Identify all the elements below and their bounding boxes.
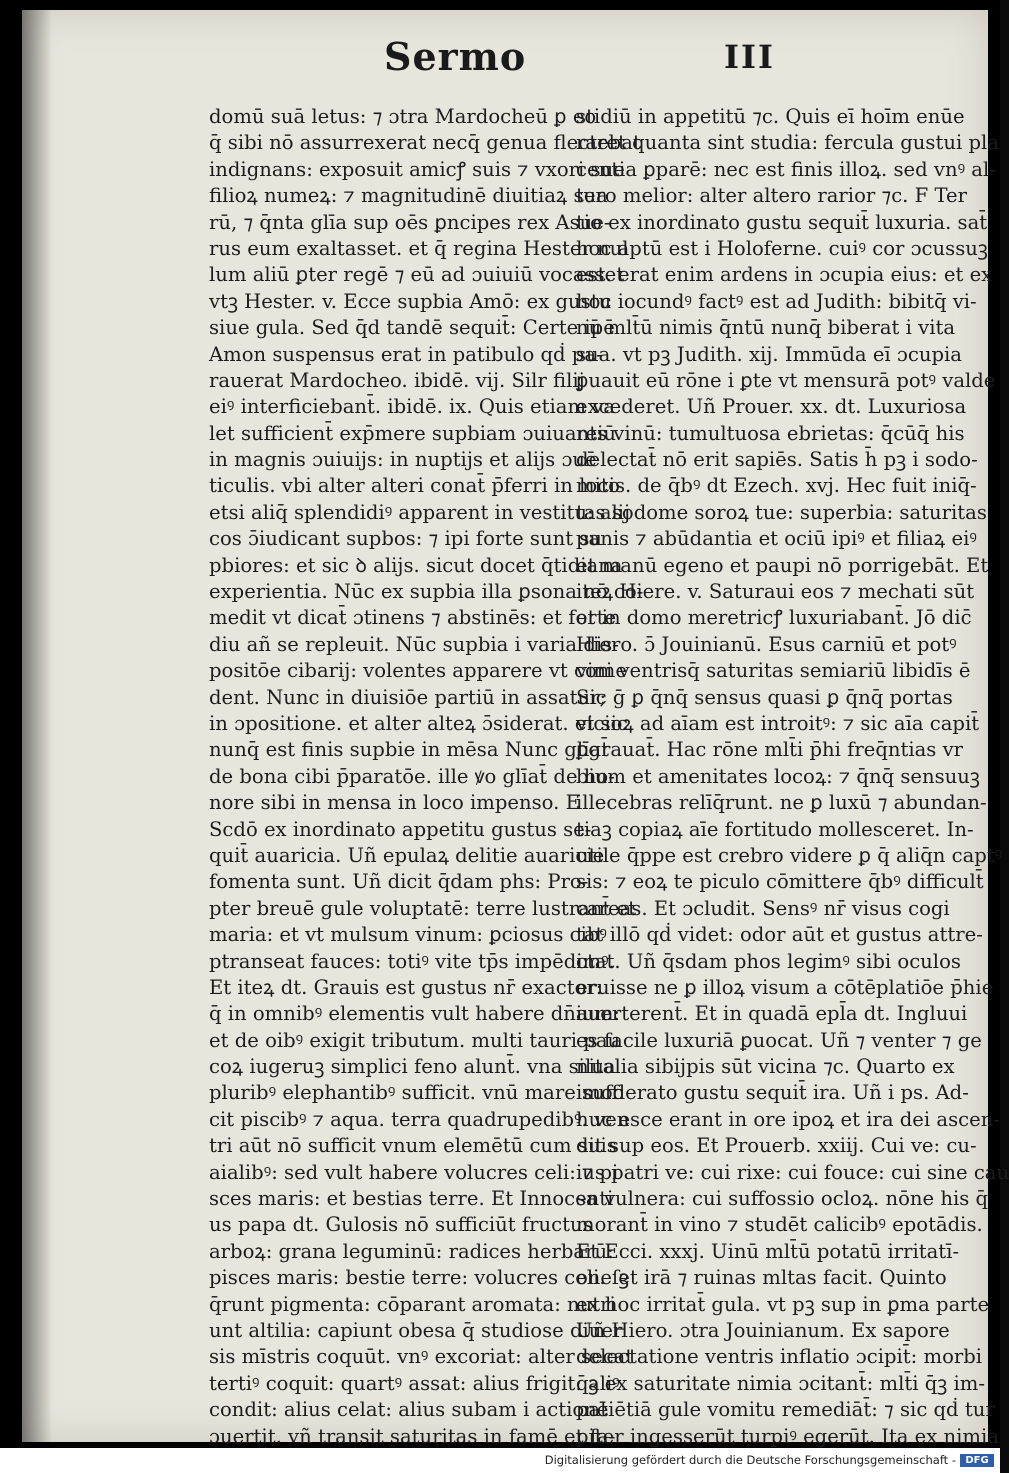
- text-line: ius patri ve: cui rixe: cui fouce: cui sine cau: [576, 1160, 1009, 1184]
- text-line: res vinū: tumultuosa ebrietas: q̄cūq̄ his: [576, 421, 965, 445]
- text-line: Uñ Hiero. ɔtra Jouinianum. Ex sapore: [576, 1318, 950, 1342]
- text-line: delectatione ventris inflatio ɔcipit̄: morbi: [576, 1345, 983, 1369]
- text-line: patiētiā gule vomitu remediāt̄: ⁊ sic qḋ tur: [576, 1398, 995, 1422]
- footer-bar: [0, 1448, 1000, 1473]
- text-line: centia ꝑparē: nec est finis illoꝝ. sed vnꝰ al-: [576, 157, 996, 181]
- text-line: hoc aptū est i Holoferne. cuiꝰ cor ɔcussuꝫ: [576, 236, 988, 260]
- text-line: arboꝝ: grana leguminū: radices herbarū:: [209, 1239, 614, 1263]
- text-line: stidiū in appetitū ⁊c. Quis eī hoīm enūe: [576, 105, 965, 128]
- text-line: sua. vt pꝫ Judith. xij. Immūda eī ɔcupia: [576, 342, 962, 366]
- text-line: Scdō ex inordinato appetitu gustus se-: [209, 817, 592, 841]
- text-line: etsi aliq̄ splendidiꝰ apparent in vestitu: alij: [209, 500, 631, 524]
- text-line: auerterent̄. Et in quadā epl̄a dt. Ingluui: [576, 1002, 968, 1026]
- text-line: tat illō qḋ videt: odor aūt et gustus attre-: [576, 923, 983, 947]
- text-line: Et Ecci. xxxj. Uinū mlt̄ū potatū irritatī-: [576, 1239, 960, 1263]
- text-line: one et irā ⁊ ruinas mltas facit. Quinto: [576, 1266, 947, 1290]
- text-line: nitalia sibijpis sūt vicina ⁊c. Quarto ex: [576, 1055, 955, 1079]
- dfg-logo: DFG: [960, 1454, 994, 1467]
- text-line: ex hoc irritat̄ gula. vt pꝫ sup in ꝑma parte: [576, 1292, 990, 1316]
- text-line: sis mīstris coquūt. vnꝰ excoriat: alter secat: [209, 1345, 634, 1369]
- text-line: sces maris: et bestias terre. Et Innocenti: [209, 1187, 614, 1211]
- text-line: tertiꝰ coquit: quartꝰ assat: alius frigit: aliꝰ: [209, 1371, 620, 1395]
- text-line: in magnis ɔuiuijs: in nuptijs et alijs ɔuē: [209, 448, 597, 472]
- text-line: et manū egeno et paupi nō porrigebāt. Et: [576, 553, 989, 577]
- text-line: vtꝫ Hester. v. Ecce supbia Amō: ex gustu: [209, 289, 612, 313]
- text-line: et in domo meretricꝭ luxuriabant̄. Jō dic̄: [576, 606, 972, 630]
- text-line: bium et amenitates locoꝝ: ⁊ q̄nq̄ sensuuꝫ: [576, 764, 980, 788]
- text-line: vini ventrisq̄ saturitas semiariū libidīs ē: [576, 659, 971, 683]
- text-line: siue gula. Sed q̄d tandē sequit̄: Certe ipē: [209, 316, 615, 340]
- text-line: coꝝ iugeruꝫ simplici feno alunt̄. vna silua: [209, 1055, 616, 1079]
- text-line: domū suā letus: ⁊ ɔtra Mardocheū ꝑ eo: [209, 105, 597, 128]
- text-line: medit vt dicat̄ ɔtinens ⁊ abstinēs: et forte: [209, 606, 617, 630]
- text-line: ꝑuauit eū rōne i ꝑte vt mensurā potꝰ valde: [576, 368, 996, 392]
- running-head: [384, 34, 526, 79]
- text-line: nū mlt̄ū nimis q̄ntū nunq̄ biberat i vita: [576, 316, 956, 340]
- left-text-column: [209, 104, 644, 1450]
- text-line: eiꝰ interficiebant̄. ibidē. ix. Quis etiam va: [209, 395, 616, 419]
- text-line: et de oibꝰ exigit tributum. multi tauri pau: [209, 1028, 621, 1052]
- text-line: pter breuē gule voluptatē: terre lustrant̄ et: [209, 896, 637, 920]
- text-line: piter ingesserūt turpiꝰ egerūt. Ita ex nimia: [576, 1424, 999, 1448]
- text-line: cit piscibꝰ ⁊ aqua. terra quadrupedibꝰ. ven: [209, 1107, 630, 1131]
- text-line: de bona cibi p̄paratōe. ille ꝟo glīat̄ de ho-: [209, 764, 615, 788]
- text-line: indignans: exposuit amicꝭ suis ⁊ vxori sue: [209, 157, 625, 181]
- text-line: tio ex inordinato gustu sequit̄ luxuria. sat̄: [576, 210, 988, 234]
- text-line: q̄ꝫ ex saturitate nimia ɔcitant̄: mlt̄i q̄ꝫ im-: [576, 1371, 985, 1395]
- funding-credit: Digitalisierung gefördert durch die Deutsche Forschungsgemeinschaft -: [544, 1453, 956, 1467]
- text-line: in ɔpositione. et alter alteꝝ ɔ̄siderat. et sic: [209, 711, 628, 735]
- text-line: ɔuertit. vñ transit saturitas in famē et fa-: [209, 1424, 616, 1448]
- text-line: pisces maris: bestie terre: volucres celi. ſꝫ: [209, 1266, 630, 1290]
- running-head-text: Sermo: [384, 34, 527, 79]
- text-line: rus eum exaltasset. et q̄ regina Hester nul: [209, 236, 629, 260]
- text-line: aialibꝰ: sed vult habere volucres celi: ⁊ pi: [209, 1160, 619, 1184]
- text-line: hoc iocundꝰ factꝰ est ad Judith: bibitq̄ vi-: [576, 289, 977, 313]
- text-line: rū, ⁊ q̄nta glīa sup oēs ꝑncipes rex Asue-: [209, 210, 611, 234]
- text-line: tas sodome soroꝝ tue: superbia: saturitas: [576, 500, 987, 524]
- text-line: ptranseat fauces: totiꝰ vite tp̄s impēdimꝰ.: [209, 949, 615, 973]
- text-line: excederet. Uñ Prouer. xx. dt. Luxuriosa: [576, 395, 967, 419]
- text-line: q̄ sibi nō assurrexerat necq̄ genua flectebat: [209, 131, 641, 155]
- text-line: lum aliū ꝑter regē ⁊ eū ad ɔuiuiū vocasset: [209, 263, 625, 287]
- text-line: positōe cibarij: volentes apparere vt come: [209, 659, 627, 683]
- text-line: sis: ⁊ eoꝝ te piculo cōmittere q̄bꝰ difficult̄: [576, 870, 984, 894]
- text-line: condit: alius celat: alius subam i actionē: [209, 1398, 609, 1422]
- text-line: morant̄ in vino ⁊ studēt calicibꝰ epotādis.: [576, 1213, 983, 1237]
- text-line: dit sup eos. Et Prouerb. xxiij. Cui ve: cu-: [576, 1134, 977, 1158]
- text-line: raret quanta sint studia: fercula gustui pla: [576, 131, 999, 155]
- text-line: diu añ se repleuit. Nūc supbia i varia dis-: [209, 632, 619, 656]
- text-line: imoderato gustu sequit̄ ira. Uñ i ps. Ad-: [576, 1081, 969, 1105]
- text-line: Hiero. ɔ̄ Jouinianū. Esus carniū et potꝰ: [576, 632, 957, 656]
- text-line: ticulis. vbi alter alteri conat̄ p̄ferri in loco: [209, 474, 620, 498]
- right-text-column: [576, 104, 1009, 1450]
- text-line: pluribꝰ elephantibꝰ sufficit. vnū mare suffi: [209, 1081, 625, 1105]
- text-line: careas. Et ɔcludit. Sensꝰ nr̄ visus cogi: [576, 896, 950, 920]
- text-line: tri aūt nō sufficit vnum elemētū cum suis: [209, 1134, 617, 1158]
- text-line: Et iteꝝ dt. Grauis est gustus nr̄ exactor:: [209, 975, 603, 999]
- folio-number: III: [724, 38, 775, 76]
- text-line: vicioꝝ ad aīam est introitꝰ: ⁊ sic aīa capit̄: [576, 711, 980, 735]
- gutter-shadow: [22, 10, 52, 1442]
- text-line: sa vulnera: cui suffossio ocloꝝ. nōne his q̄: [576, 1187, 989, 1211]
- text-line: Amon suspensus erat in patibulo qḋ pa-: [209, 342, 603, 366]
- text-line: ꝑgrauat̄. Hac rōne mlt̄i p̄hi freq̄ntias vr: [576, 738, 964, 762]
- text-line: rauerat Mardocheo. ibidē. vij. Silr filij: [209, 368, 585, 392]
- text-line: mitis. de q̄bꝰ dt Ezech. xvj. Hec fuit iniq̄-: [576, 474, 977, 498]
- text-line: pbiores: et sic ꝺ alijs. sicut docet q̄tidiana: [209, 553, 623, 577]
- text-line: utile q̄ppe est crebro videre ꝑ q̄ aliq̄n captꝰ: [576, 843, 1003, 867]
- text-line: panis ⁊ abūdantia et ociū ipiꝰ et filiaꝝ eiꝰ: [576, 527, 977, 551]
- text-line: filioꝝ numeꝝ: ⁊ magnitudinē diuitiaꝝ sua: [209, 184, 608, 208]
- text-line: huc esce erant in ore ipoꝝ et ira dei ascen-: [576, 1107, 1000, 1131]
- text-line: es facile luxuriā ꝑuocat. Uñ ⁊ venter ⁊ ge: [576, 1028, 982, 1052]
- text-line: us papa dt. Gulosis nō sufficiūt fructus: [209, 1213, 593, 1237]
- text-line: tiaꝫ copiaꝝ aīe fortitudo mollesceret. In-: [576, 817, 974, 841]
- text-line: tero melior: alter altero rarior ⁊c. F Ter: [576, 184, 967, 208]
- text-line: nore sibi in mensa in loco impenso. E: [209, 791, 580, 815]
- text-line: experientia. Nūc ex supbia illa ꝑsona nō co-: [209, 580, 644, 604]
- text-line: maria: et vt mulsum vinum: ꝑciosus cibꝰ: [209, 923, 607, 947]
- text-line: iteꝝ Hiere. v. Saturaui eos ⁊ mechati sūt: [576, 580, 975, 604]
- text-line: nunq̄ est finis supbie in mēsa Nunc glīat̄: [209, 738, 609, 762]
- text-line: q̄runt pigmenta: cōparant aromata: nutri: [209, 1292, 616, 1316]
- text-line: cos ɔ̄iudicant supbos: ⁊ ipi forte sunt su: [209, 527, 602, 551]
- text-line: ctat. Uñ q̄sdam phos legimꝰ sibi oculos: [576, 949, 961, 973]
- text-line: dent. Nunc in diuisiōe partiū in assatur;: [209, 685, 607, 709]
- text-line: unt altilia: capiunt obesa q̄ studiose diuer: [209, 1318, 623, 1342]
- text-line: illecebras relīq̄runt. ne ꝑ luxū ⁊ abundan-: [576, 791, 987, 815]
- text-line: q̄ in omnibꝰ elementis vult habere dn̄ium:: [209, 1002, 620, 1026]
- text-line: est. erat enim ardens in ɔcupia eius: et ex: [576, 263, 993, 287]
- text-line: eruisse ne ꝑ illoꝝ visum a cōtēplatiōe p̄hie: [576, 975, 994, 999]
- text-line: let sufficient̄ exp̄mere supbiam ɔuiuantiū: [209, 421, 616, 445]
- text-line: delectat̄ nō erit sapiēs. Satis h̄ pꝫ i sodo-: [576, 448, 978, 472]
- text-line: quit̄ auaricia. Uñ epulaꝝ delitie auaricie: [209, 843, 605, 867]
- text-line: Sic ḡ ꝑ q̄nq̄ sensus quasi ꝑ q̄nq̄ portas: [576, 685, 953, 709]
- text-line: fomenta sunt. Uñ dicit q̄dam phs: Pro-: [209, 870, 589, 894]
